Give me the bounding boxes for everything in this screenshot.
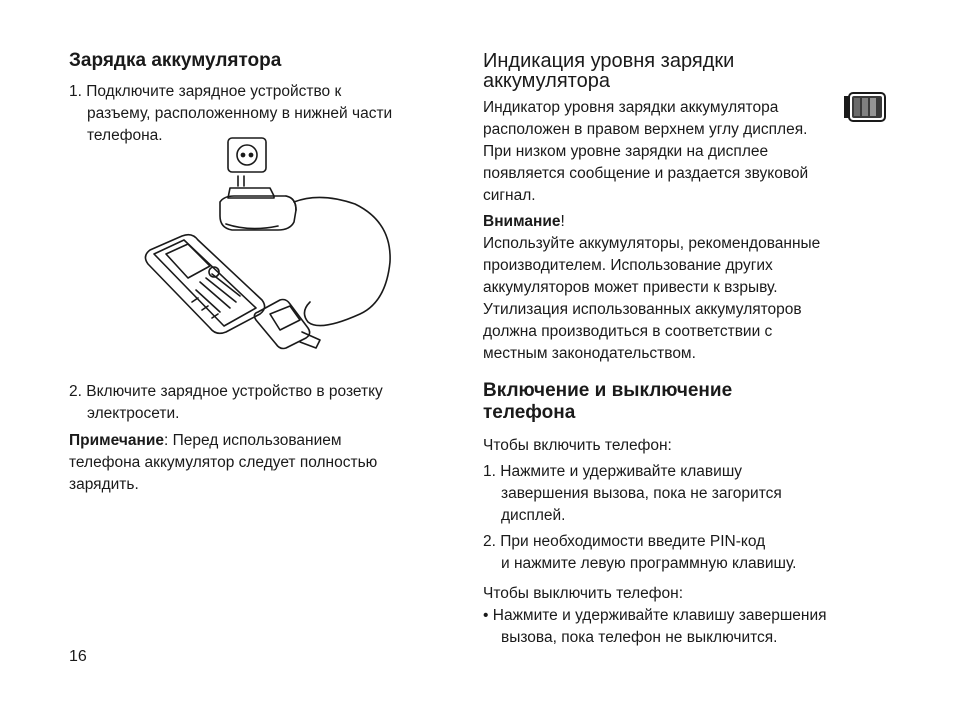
mobile-phone-icon (145, 235, 264, 334)
attention-block: Внимание! Используйте аккумуляторы, рекомендованные производителем. Использование других аккумуляторов может привести к взрыву. Утилизация использованных аккумуляторов должна производиться в соответствии с местным законодательством. (483, 213, 821, 362)
step-text: телефона. (87, 127, 163, 144)
attention-label: Внимание (483, 213, 561, 230)
power-on-intro: Чтобы включить телефон: (483, 437, 672, 454)
battery-icon (841, 92, 887, 122)
power-off-intro: Чтобы выключить телефон: (483, 585, 684, 602)
step-number: 1. (69, 83, 82, 100)
note-text: телефона аккумулятор следует полностью (69, 454, 378, 471)
charging-heading: Зарядка аккумулятора (69, 50, 282, 71)
step-text: разъему, расположенному в нижней части (87, 105, 393, 122)
charging-note (69, 430, 377, 496)
power-off-bullet: • Нажмите и удерживайте клавишу завершения вызова, пока телефон не выключится. (483, 607, 827, 646)
power-on-step-2: 2. При необходимости введите PIN-код и нажмите левую программную клавишу. (483, 533, 797, 572)
step-number: 2. (69, 383, 82, 400)
page-number: 16 (69, 648, 87, 665)
battery-indicator-heading: Индикация уровня зарядки аккумулятора (483, 50, 735, 92)
power-heading: Включение и выключение телефона (483, 380, 733, 423)
charger-cable (294, 197, 390, 325)
step-number: 1. (483, 463, 496, 480)
step-text: Включите зарядное устройство в розетку (86, 383, 383, 400)
battery-indicator-text: Индикатор уровня зарядки аккумулятора расположен в правом верхнем углу дисплея. При низком уровне зарядки на дисплее появляется сообщение и раздается звуковой сигнал. (483, 99, 809, 204)
charging-step-2 (69, 381, 383, 425)
wall-socket-icon (228, 138, 266, 172)
note-label: Примечание (69, 432, 164, 449)
note-text: зарядить. (69, 476, 139, 493)
bullet-icon: • (483, 607, 489, 624)
note-text: : Перед использованием (163, 432, 342, 449)
charging-illustration (140, 132, 420, 362)
step-text: Подключите зарядное устройство к (86, 83, 342, 100)
power-on-step-1: 1. Нажмите и удерживайте клавишу завершения вызова, пока не загорится дисплей. (483, 463, 782, 524)
charger-adapter-icon (220, 188, 296, 230)
step-number: 2. (483, 533, 496, 550)
step-text: электросети. (87, 405, 180, 422)
